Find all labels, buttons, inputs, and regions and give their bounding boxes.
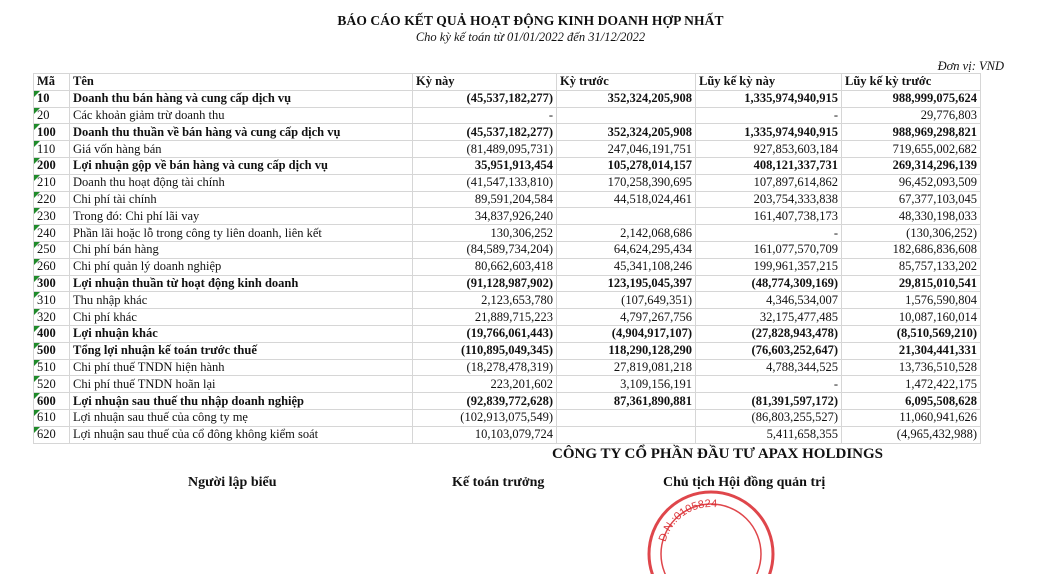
row-previous-period: 118,290,128,290 [557,342,696,359]
row-previous-period: 123,195,045,397 [557,275,696,292]
row-ytd-previous: 1,576,590,804 [842,292,981,309]
row-previous-period: 2,142,068,686 [557,225,696,242]
table-row [34,325,981,342]
row-current-period: 34,837,926,240 [413,208,557,225]
signature-chairman: Chủ tịch Hội đồng quản trị [663,475,826,490]
company-name: CÔNG TY CỔ PHẦN ĐẦU TƯ APAX HOLDINGS [552,446,883,462]
row-code [34,393,70,410]
row-previous-period: 45,341,108,246 [557,258,696,275]
row-name: Lợi nhuận khác [70,325,413,342]
row-code [34,426,70,443]
signature-preparer: Người lập biểu [188,475,277,490]
row-code-text: 510 [37,359,56,374]
col-header-code: Mã [34,74,70,91]
cell-flag-icon [34,427,40,433]
row-code [34,107,70,124]
table-row [34,275,981,292]
row-ytd: 927,853,603,184 [696,141,842,158]
table-row [34,191,981,208]
row-current-period: (19,766,061,443) [413,325,557,342]
table-row [34,174,981,191]
cell-flag-icon [34,91,40,97]
row-previous-period [557,409,696,426]
income-statement-table [33,73,981,444]
svg-text:D.N.:0105824 [657,498,718,543]
row-previous-period [557,426,696,443]
row-name: Chi phí bán hàng [70,241,413,258]
row-previous-period [557,208,696,225]
row-code [34,157,70,174]
row-code-text: 230 [37,208,56,223]
row-code [34,241,70,258]
cell-flag-icon [34,158,40,164]
stamp-text: D.N.:0105824 [656,497,718,544]
row-ytd-previous: 6,095,508,628 [842,393,981,410]
cell-flag-icon [34,376,40,382]
cell-flag-icon [34,276,40,282]
row-current-period: (45,537,182,277) [413,90,557,107]
row-code [34,275,70,292]
table-row [34,426,981,443]
row-current-period: (84,589,734,204) [413,241,557,258]
row-name: Lợi nhuận sau thuế của cổ đông không kiểm soát [70,426,413,443]
row-code [34,174,70,191]
table-header-row [34,74,981,91]
row-ytd: 4,346,534,007 [696,292,842,309]
row-code [34,409,70,426]
cell-flag-icon [34,292,40,298]
row-previous-period: 170,258,390,695 [557,174,696,191]
cell-flag-icon [34,410,40,416]
row-name: Giá vốn hàng bán [70,141,413,158]
row-current-period: 35,951,913,454 [413,157,557,174]
row-code-text: 110 [37,141,56,156]
row-code-text: 200 [37,158,56,173]
cell-flag-icon [34,141,40,147]
row-previous-period: 352,324,205,908 [557,90,696,107]
row-ytd: (76,603,252,647) [696,342,842,359]
row-code-text: 210 [37,175,56,190]
row-previous-period: 44,518,024,461 [557,191,696,208]
report-period: Cho kỳ kế toán từ 01/01/2022 đến 31/12/2022 [415,30,646,44]
row-previous-period: 27,819,081,218 [557,359,696,376]
row-ytd-previous: 1,472,422,175 [842,376,981,393]
row-name: Các khoản giảm trừ doanh thu [70,107,413,124]
table-row [34,309,981,326]
row-name: Chi phí thuế TNDN hiện hành [70,359,413,376]
cell-flag-icon [34,208,40,214]
row-code [34,376,70,393]
row-current-period: 130,306,252 [413,225,557,242]
row-ytd: 161,077,570,709 [696,241,842,258]
col-header-ytd-previous: Lũy kế kỳ trước [842,74,981,91]
cell-flag-icon [34,192,40,198]
table-row [34,124,981,141]
row-name: Phần lãi hoặc lỗ trong công ty liên doanh, liên kết [70,225,413,242]
row-name: Chi phí quản lý doanh nghiệp [70,258,413,275]
row-name: Chi phí thuế TNDN hoãn lại [70,376,413,393]
table-row [34,342,981,359]
row-ytd-previous: (8,510,569,210) [842,325,981,342]
row-code-text: 600 [37,393,56,408]
row-code-text: 310 [37,292,56,307]
row-code-text: 520 [37,376,56,391]
cell-flag-icon [34,393,40,399]
currency-unit: Đơn vị: VND [937,59,1004,73]
row-ytd: 1,335,974,940,915 [696,124,842,141]
row-code-text: 250 [37,242,56,257]
row-current-period: (92,839,772,628) [413,393,557,410]
cell-flag-icon [34,242,40,248]
cell-flag-icon [34,309,40,315]
table-row [34,359,981,376]
cell-flag-icon [34,175,40,181]
table-row [34,409,981,426]
row-ytd-previous: 29,815,010,541 [842,275,981,292]
row-current-period: (41,547,133,810) [413,174,557,191]
table-row [34,376,981,393]
row-current-period: - [413,107,557,124]
row-ytd: (27,828,943,478) [696,325,842,342]
row-previous-period: 105,278,014,157 [557,157,696,174]
row-previous-period [557,107,696,124]
row-name: Doanh thu hoạt động tài chính [70,174,413,191]
row-name: Doanh thu bán hàng và cung cấp dịch vụ [70,90,413,107]
row-name: Thu nhập khác [70,292,413,309]
row-ytd-previous: 85,757,133,202 [842,258,981,275]
report-title: BÁO CÁO KẾT QUẢ HOẠT ĐỘNG KINH DOANH HỢP NHẤT [337,13,724,28]
row-current-period: 10,103,079,724 [413,426,557,443]
row-ytd-previous: 67,377,103,045 [842,191,981,208]
row-name: Chi phí tài chính [70,191,413,208]
row-ytd-previous: 719,655,002,682 [842,141,981,158]
row-code [34,90,70,107]
row-ytd-previous: 10,087,160,014 [842,309,981,326]
row-ytd: 32,175,477,485 [696,309,842,326]
row-name: Chi phí khác [70,309,413,326]
row-code [34,258,70,275]
row-name: Doanh thu thuần về bán hàng và cung cấp dịch vụ [70,124,413,141]
cell-flag-icon [34,360,40,366]
row-ytd: 4,788,344,525 [696,359,842,376]
row-code-text: 220 [37,191,56,206]
row-code [34,359,70,376]
row-name: Tổng lợi nhuận kế toán trước thuế [70,342,413,359]
row-ytd-previous: 21,304,441,331 [842,342,981,359]
row-ytd: 161,407,738,173 [696,208,842,225]
row-previous-period: (107,649,351) [557,292,696,309]
cell-flag-icon [34,124,40,130]
cell-flag-icon [34,108,40,114]
row-name: Trong đó: Chi phí lãi vay [70,208,413,225]
row-ytd: 408,121,337,731 [696,157,842,174]
row-code-text: 320 [37,309,56,324]
row-code [34,325,70,342]
row-previous-period: 247,046,191,751 [557,141,696,158]
row-current-period: (18,278,478,319) [413,359,557,376]
table-row [34,157,981,174]
row-ytd-previous: (130,306,252) [842,225,981,242]
row-ytd-previous: 29,776,803 [842,107,981,124]
table-row [34,292,981,309]
table-row [34,90,981,107]
row-ytd-previous: (4,965,432,988) [842,426,981,443]
row-previous-period: 3,109,156,191 [557,376,696,393]
row-ytd: 107,897,614,862 [696,174,842,191]
row-ytd: (81,391,597,172) [696,393,842,410]
row-current-period: (45,537,182,277) [413,124,557,141]
row-code-text: 100 [37,124,56,139]
row-code-text: 260 [37,259,56,274]
table-row [34,141,981,158]
row-current-period: 21,889,715,223 [413,309,557,326]
row-code-text: 10 [37,91,50,106]
row-code [34,208,70,225]
row-code [34,292,70,309]
row-code [34,124,70,141]
row-ytd-previous: 182,686,836,608 [842,241,981,258]
row-ytd: - [696,225,842,242]
table-row [34,107,981,124]
signature-chief-accountant: Kế toán trưởng [452,475,545,490]
col-header-previous-period: Kỳ trước [557,74,696,91]
table-row [34,258,981,275]
cell-flag-icon [34,343,40,349]
row-ytd-previous: 48,330,198,033 [842,208,981,225]
row-code-text: 240 [37,225,56,240]
row-previous-period: 352,324,205,908 [557,124,696,141]
row-code-text: 610 [37,410,56,425]
col-header-name: Tên [70,74,413,91]
row-ytd: (86,803,255,527) [696,409,842,426]
row-previous-period: 87,361,890,881 [557,393,696,410]
row-ytd: 1,335,974,940,915 [696,90,842,107]
row-previous-period: 4,797,267,756 [557,309,696,326]
table-row [34,241,981,258]
row-ytd-previous: 269,314,296,139 [842,157,981,174]
row-code [34,309,70,326]
row-current-period: 2,123,653,780 [413,292,557,309]
row-code [34,191,70,208]
row-code [34,141,70,158]
row-ytd-previous: 96,452,093,509 [842,174,981,191]
row-ytd: - [696,376,842,393]
row-ytd-previous: 988,999,075,624 [842,90,981,107]
row-ytd-previous: 13,736,510,528 [842,359,981,376]
row-name: Lợi nhuận gộp về bán hàng và cung cấp dịch vụ [70,157,413,174]
row-current-period: 223,201,602 [413,376,557,393]
row-ytd: (48,774,309,169) [696,275,842,292]
row-current-period: (102,913,075,549) [413,409,557,426]
row-ytd: 203,754,333,838 [696,191,842,208]
row-code-text: 20 [37,107,50,122]
row-code-text: 500 [37,343,56,358]
row-name: Lợi nhuận thuần từ hoạt động kinh doanh [70,275,413,292]
row-previous-period: 64,624,295,434 [557,241,696,258]
row-code [34,225,70,242]
row-name: Lợi nhuận sau thuế của công ty mẹ [70,409,413,426]
row-name: Lợi nhuận sau thuế thu nhập doanh nghiệp [70,393,413,410]
col-header-ytd: Lũy kế kỳ này [696,74,842,91]
row-ytd-previous: 988,969,298,821 [842,124,981,141]
row-code-text: 400 [37,326,56,341]
row-ytd-previous: 11,060,941,626 [842,409,981,426]
cell-flag-icon [34,259,40,265]
row-current-period: 89,591,204,584 [413,191,557,208]
cell-flag-icon [34,326,40,332]
table-row [34,393,981,410]
row-code [34,342,70,359]
row-current-period: 80,662,603,418 [413,258,557,275]
row-current-period: (81,489,095,731) [413,141,557,158]
col-header-current-period: Kỳ này [413,74,557,91]
row-ytd: 5,411,658,355 [696,426,842,443]
cell-flag-icon [34,225,40,231]
row-ytd: - [696,107,842,124]
row-code-text: 300 [37,275,56,290]
row-current-period: (91,128,987,902) [413,275,557,292]
row-current-period: (110,895,049,345) [413,342,557,359]
row-code-text: 620 [37,427,56,442]
table-row [34,225,981,242]
row-previous-period: (4,904,917,107) [557,325,696,342]
table-row [34,208,981,225]
row-ytd: 199,961,357,215 [696,258,842,275]
